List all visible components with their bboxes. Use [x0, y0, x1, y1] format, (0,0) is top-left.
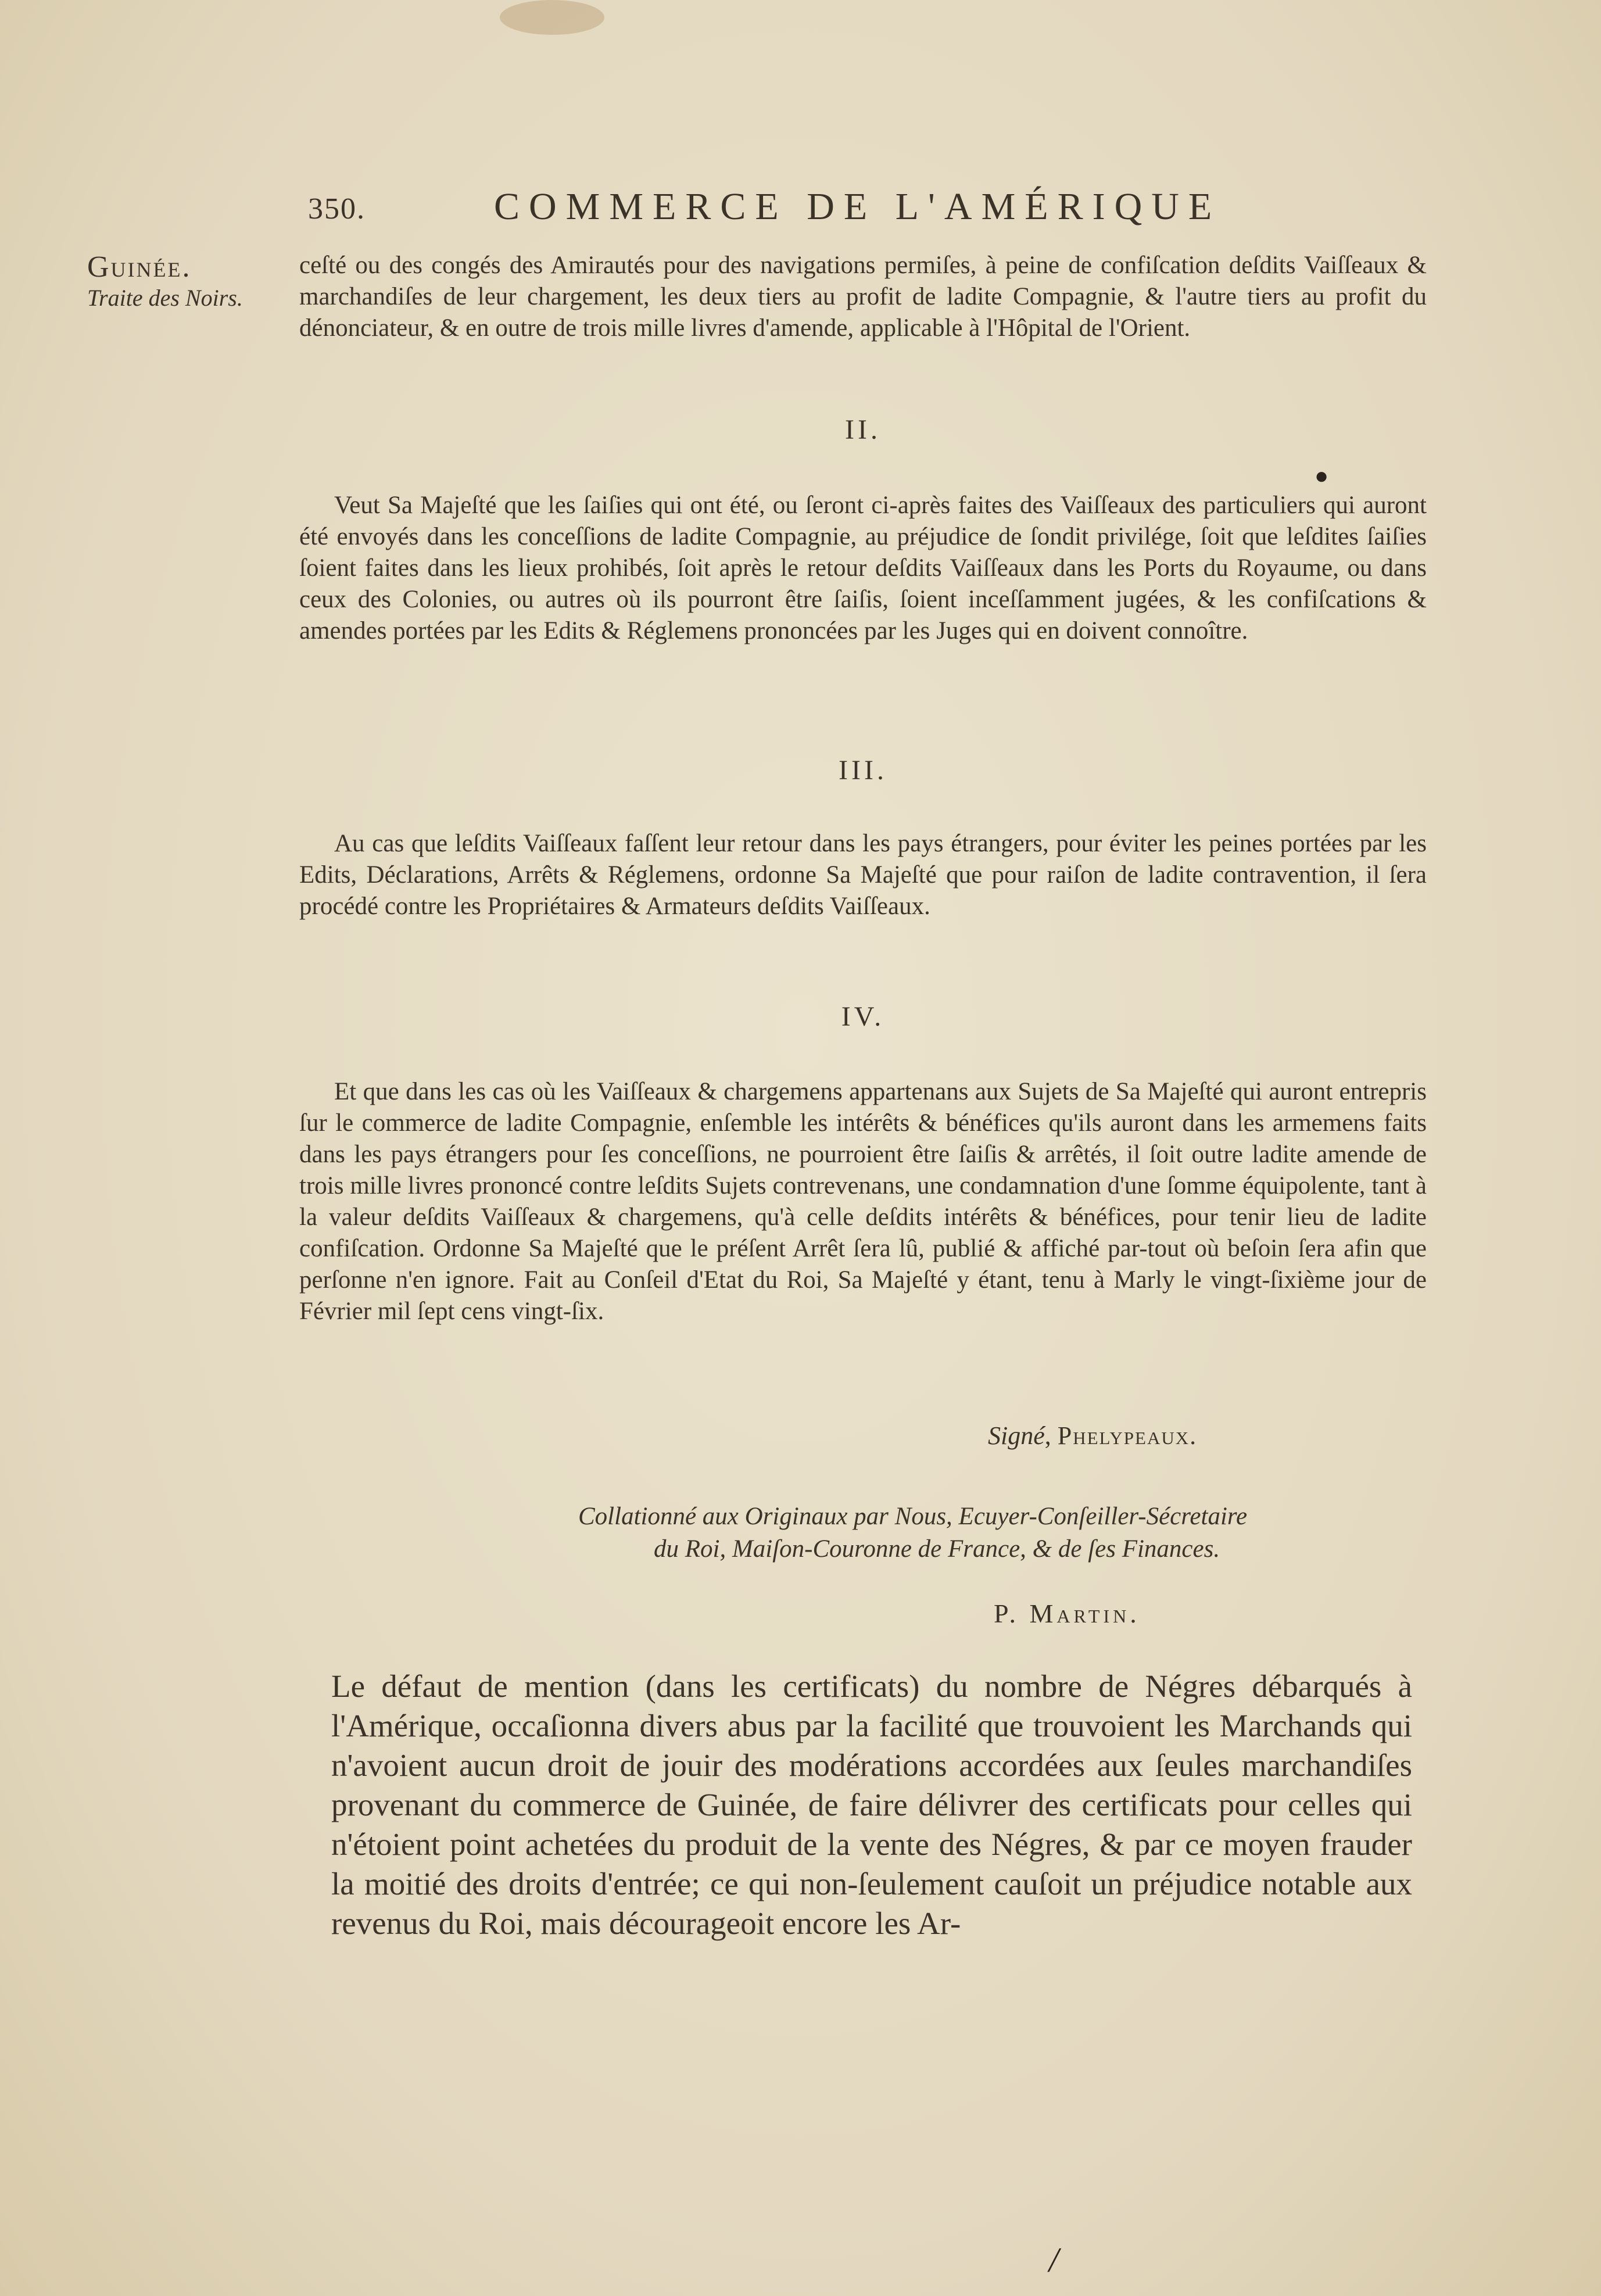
article-text-3: Au cas que leſdits Vaiſſeaux faſſent leur retour dans les pays étrangers, pour éviter les peines portées par les Edits, Déclarations, Arrêts & Réglemens, ordonne Sa Majeſté que pour raiſon de ladite contravention, il ſera procédé contre les Propriétaires & Armateurs deſdits Vaiſſeaux. [299, 830, 1427, 920]
signed-label: Signé [988, 1421, 1045, 1450]
article-heading-4: IV. [841, 1001, 885, 1032]
ink-stain [500, 0, 604, 35]
signature-line: Signé, Phelypeaux. [988, 1421, 1198, 1450]
page-header [308, 185, 1412, 237]
margin-section: Guinée. [87, 250, 192, 284]
margin-subsection: Traite des Noirs. [87, 285, 243, 311]
pencil-mark: / [1049, 2241, 1059, 2279]
continued-paragraph: ceſté ou des congés des Amirautés pour des navigations permiſes, à peine de confiſcation deſdits Vaiſſeaux & marchandiſes de leur chargement, les deux tiers au profit de ladite Compagnie, & l'autre tiers au profit du dénonciateur, & en outre de trois mille livres d'amende, applicable à l'Hôpital de l'Orient. [299, 252, 1427, 342]
collation-note [578, 1500, 1421, 1566]
page-number: 350. [308, 192, 366, 225]
article-heading-3: III. [839, 755, 887, 786]
article-text-4: Et que dans les cas où les Vaiſſeaux & chargemens appartenans aux Sujets de Sa Majeſté qui auront entrepris ſur le commerce de ladite Compagnie, enſemble les intérêts & bénéfices qu'ils auront dans les armemens faits dans les pays étrangers pour ſes conceſſions, ne pourroient être ſaiſis & arrêtés, il ſoit outre ladite amende de trois mille livres prononcé contre leſdits Sujets contrevenans, une condamnation d'une ſomme équipolente, tant à la valeur deſdits Vaiſſeaux & chargemens, qu'à celle deſdits intérêts & bénéfices, pour tenir lieu de ladite confiſcation. Ordonne Sa Majeſté que le préſent Arrêt ſera lû, publié & affiché par-tout où beſoin ſera afin que perſonne n'en ignore. Fait au Conſeil d'Etat du Roi, Sa Majeſté y étant, tenu à Marly le vingt-ſixième jour de Février mil ſept cens vingt-ſix. [299, 1078, 1427, 1325]
signatory: P. Martin. [994, 1599, 1140, 1628]
collation-line-2: du Roi, Maiſon-Couronne de France, & de ſes Finances. [654, 1535, 1220, 1563]
margin-note [87, 250, 296, 311]
closing-paragraph: Le défaut de mention (dans les certificats) du nombre de Négres débarqués à l'Amérique, occaſionna divers abus par la facilité que trouvoient les Marchands qui n'avoient aucun droit de jouir des modérations accordées aux ſeules marchandiſes provenant du commerce de Guinée, de faire délivrer des certificats pour celles qui n'étoient point achetées du produit de la vente des Négres, & par ce moyen frauder la moitié des droits d'entrée; ce qui non-ſeulement cauſoit un préjudice notable aux revenus du Roi, mais décourageoit encore les Ar- [331, 1668, 1412, 1941]
article-text-2: Veut Sa Majeſté que les ſaiſies qui ont été, ou ſeront ci-après faites des Vaiſſeaux des particuliers qui auront été envoyés dans les conceſſions de ladite Compagnie, au préjudice de ſondit privilége, ſoit que leſdites ſaiſies ſoient faites dans les lieux prohibés, ſoit après le retour deſdits Vaiſſeaux dans les Ports du Royaume, ou dans ceux des Colonies, ou autres où ils pourront être ſaiſis, ſoient inceſſamment jugées, & les confiſcations & amendes portées par les Edits & Réglemens prononcées par les Juges qui en doivent connoître. [299, 492, 1427, 644]
article-heading-2: II. [845, 414, 881, 445]
ink-blot: ● [1315, 463, 1329, 489]
running-title: COMMERCE DE L'AMÉRIQUE [494, 185, 1222, 228]
signer-name: Phelypeaux. [1057, 1421, 1198, 1450]
collation-line-1: Collationné aux Originaux par Nous, Ecuyer-Conſeiller-Sécretaire [578, 1503, 1248, 1530]
